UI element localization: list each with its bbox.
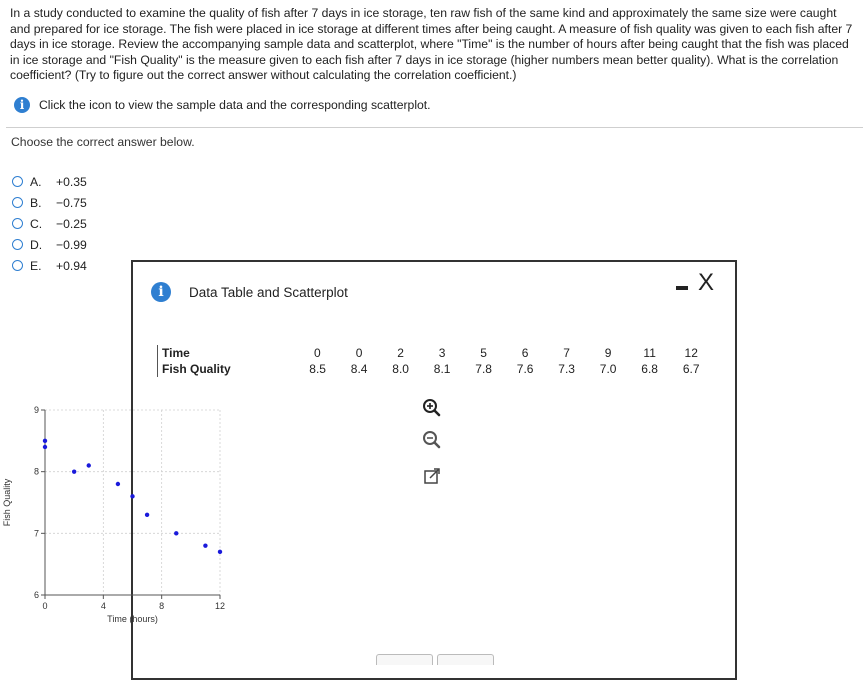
info-icon: i bbox=[151, 282, 171, 302]
dialog-title: Data Table and Scatterplot bbox=[189, 284, 348, 300]
choice-letter: A. bbox=[30, 174, 42, 189]
row-label-quality: Fish Quality bbox=[162, 362, 231, 376]
radio-e[interactable] bbox=[12, 260, 23, 271]
time-cell: 0 bbox=[314, 346, 321, 360]
quality-cell: 8.4 bbox=[350, 362, 368, 376]
answer-prompt: Choose the correct answer below. bbox=[11, 135, 195, 149]
data-point bbox=[203, 543, 207, 547]
table-row-quality bbox=[158, 361, 713, 377]
choice-b[interactable] bbox=[12, 192, 87, 213]
data-point bbox=[43, 439, 47, 443]
choice-value: −0.25 bbox=[56, 216, 87, 231]
data-point bbox=[218, 550, 222, 554]
quality-cell: 8.5 bbox=[309, 362, 326, 376]
data-link-text: Click the icon to view the sample data and the corresponding scatterplot. bbox=[39, 98, 431, 112]
x-tick-label: 4 bbox=[100, 601, 106, 611]
y-tick-label: 6 bbox=[33, 590, 39, 600]
dialog-header bbox=[151, 282, 348, 302]
time-cell: 11 bbox=[643, 346, 656, 360]
radio-b[interactable] bbox=[12, 197, 23, 208]
y-axis-label: Fish Quality bbox=[2, 478, 12, 527]
data-point bbox=[130, 494, 134, 498]
choice-letter: E. bbox=[30, 258, 42, 273]
dialog-button[interactable] bbox=[376, 654, 433, 665]
quality-cell: 7.6 bbox=[516, 362, 534, 376]
radio-d[interactable] bbox=[12, 239, 23, 250]
quality-cell: 6.7 bbox=[682, 362, 700, 376]
data-table bbox=[157, 345, 712, 377]
minimize-button[interactable] bbox=[676, 286, 688, 290]
time-cell: 3 bbox=[438, 346, 446, 360]
time-cell: 9 bbox=[604, 346, 612, 360]
question-text: In a study conducted to examine the quality of fish after 7 days in ice storage, ten raw fish of the same kind and approximately the same size were caught and prepared for ice storage. The fish were placed in ice storage at different times after being caught. A measure of fish quality was given to each fish after 7 days in ice storage. Review the accompanying sample data and scatterplot, where "Time" is the number of hours after being caught that the fish was placed in ice storage and "Fish Quality" is the measure given to each fish after 7 days in ice storage (higher numbers mean better quality). What is the correlation coefficient? (Try to figure out the correct answer without calculating the correlation coefficient.) bbox=[10, 6, 853, 83]
divider bbox=[6, 127, 863, 128]
quality-cell: 8.0 bbox=[392, 362, 409, 376]
choice-d[interactable] bbox=[12, 234, 87, 255]
choice-letter: B. bbox=[30, 195, 42, 210]
choice-e[interactable] bbox=[12, 255, 87, 276]
y-tick-label: 8 bbox=[33, 466, 39, 477]
data-link-row[interactable] bbox=[14, 97, 431, 113]
quality-cell: 7.0 bbox=[599, 362, 617, 376]
zoom-out-icon[interactable] bbox=[422, 430, 442, 450]
close-button[interactable]: X bbox=[698, 269, 715, 296]
quality-cell: 8.1 bbox=[433, 362, 451, 376]
dialog-button[interactable] bbox=[437, 654, 494, 665]
y-tick-label: 7 bbox=[33, 528, 39, 539]
row-label-time: Time bbox=[162, 346, 190, 360]
choice-value: −0.99 bbox=[56, 237, 87, 252]
quality-cell: 7.8 bbox=[475, 362, 492, 376]
time-cell: 0 bbox=[355, 346, 363, 360]
time-cell: 7 bbox=[563, 346, 570, 360]
choice-letter: C. bbox=[30, 216, 43, 231]
choice-c[interactable] bbox=[12, 213, 87, 234]
time-cell: 12 bbox=[684, 346, 698, 360]
x-axis-label: Time (hours) bbox=[107, 614, 158, 624]
y-tick-label: 9 bbox=[33, 405, 39, 415]
choice-value: −0.75 bbox=[56, 195, 87, 210]
quality-cell: 7.3 bbox=[558, 362, 575, 376]
data-point bbox=[145, 513, 149, 517]
data-point bbox=[72, 469, 76, 473]
choice-value: +0.94 bbox=[56, 258, 87, 273]
info-icon[interactable]: i bbox=[14, 97, 30, 113]
scatterplot bbox=[0, 400, 240, 630]
x-tick-label: 0 bbox=[42, 601, 48, 611]
time-cell: 6 bbox=[521, 346, 529, 360]
radio-c[interactable] bbox=[12, 218, 23, 229]
time-cell: 2 bbox=[397, 346, 404, 360]
data-point bbox=[174, 531, 178, 535]
radio-a[interactable] bbox=[12, 176, 23, 187]
data-point bbox=[43, 445, 47, 449]
choice-letter: D. bbox=[30, 237, 43, 252]
table-row-time bbox=[158, 345, 713, 361]
answer-choices bbox=[12, 171, 87, 276]
choice-a[interactable] bbox=[12, 171, 87, 192]
x-tick-label: 8 bbox=[159, 601, 165, 611]
quality-cell: 6.8 bbox=[641, 362, 658, 376]
data-point bbox=[116, 482, 120, 486]
time-cell: 5 bbox=[480, 346, 487, 360]
data-point bbox=[87, 463, 91, 467]
x-tick-label: 12 bbox=[214, 601, 226, 611]
choice-value: +0.35 bbox=[56, 174, 87, 189]
zoom-in-icon[interactable] bbox=[422, 398, 442, 418]
expand-icon[interactable] bbox=[422, 466, 442, 486]
